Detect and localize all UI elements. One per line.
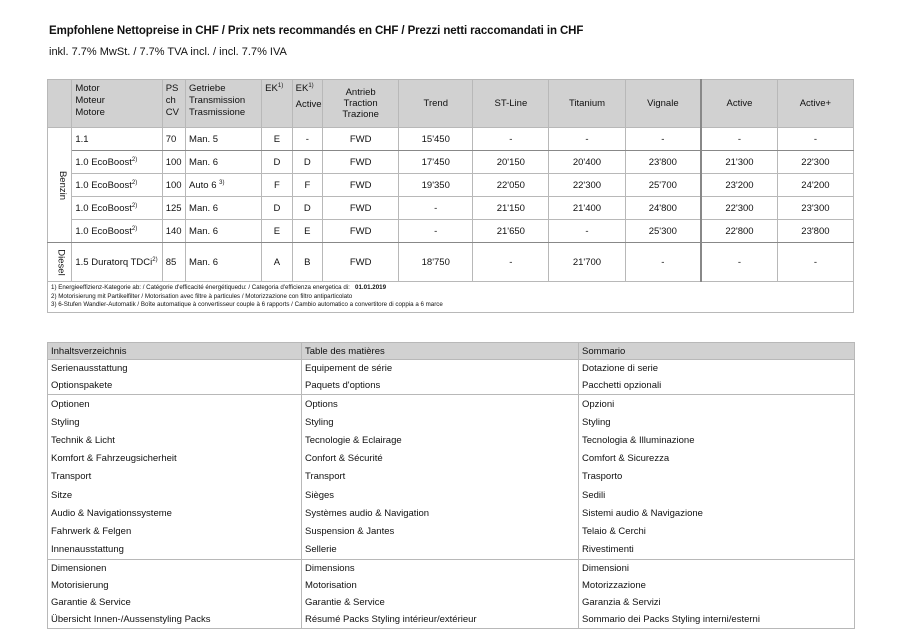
trim-header-st-line: ST-Line bbox=[473, 80, 549, 128]
toc-entry-fr: Options bbox=[302, 395, 579, 414]
trim-header-titanium: Titanium bbox=[549, 80, 625, 128]
toc-entry-fr: Equipement de série bbox=[302, 360, 579, 378]
toc-entry-it: Comfort & Sicurezza bbox=[579, 450, 855, 468]
toc-entry-fr: Transport bbox=[302, 468, 579, 486]
price-cell: - bbox=[701, 128, 777, 151]
price-cell: 23'300 bbox=[777, 197, 853, 220]
toc-entry-fr: Garantie & Service bbox=[302, 594, 579, 611]
contents-table bbox=[47, 342, 855, 629]
transmission-cell: Man. 5 bbox=[186, 128, 262, 151]
price-cell: 23'800 bbox=[777, 220, 853, 243]
price-cell: 20'150 bbox=[473, 151, 549, 174]
toc-header-it: Sommario bbox=[579, 343, 855, 360]
energy-class-active-cell: - bbox=[292, 128, 322, 151]
toc-row bbox=[48, 377, 855, 395]
engine-cell: 1.0 EcoBoost$^{2)}$ bbox=[72, 151, 162, 174]
price-cell: 19'350 bbox=[399, 174, 473, 197]
toc-entry-it: Opzioni bbox=[579, 395, 855, 414]
engine-cell: 1.0 EcoBoost$^{2)}$ bbox=[72, 174, 162, 197]
toc-entry-it: Dimensioni bbox=[579, 559, 855, 577]
toc-entry-de: Garantie & Service bbox=[48, 594, 302, 611]
toc-entry-it: Motorizzazione bbox=[579, 577, 855, 594]
power-cell: 100 bbox=[162, 174, 185, 197]
energy-class-active-cell: F bbox=[292, 174, 322, 197]
price-cell: 17'450 bbox=[399, 151, 473, 174]
price-cell: - bbox=[777, 243, 853, 282]
energy-class-cell: F bbox=[262, 174, 292, 197]
toc-entry-fr: Motorisation bbox=[302, 577, 579, 594]
power-cell: 140 bbox=[162, 220, 185, 243]
price-cell: 21'300 bbox=[701, 151, 777, 174]
toc-row bbox=[48, 559, 855, 577]
toc-row bbox=[48, 395, 855, 414]
energy-class-active-header: EK$^{1)}$ Active bbox=[292, 80, 322, 128]
toc-entry-fr: Sièges bbox=[302, 486, 579, 504]
energy-class-cell: D bbox=[262, 151, 292, 174]
drive-cell: FWD bbox=[323, 243, 399, 282]
transmission-cell: Man. 6 bbox=[186, 197, 262, 220]
toc-header-de: Inhaltsverzeichnis bbox=[48, 343, 302, 360]
toc-entry-it: Sommario dei Packs Styling interni/esterni bbox=[579, 611, 855, 629]
toc-entry-de: Optionen bbox=[48, 395, 302, 414]
energy-class-cell: E bbox=[262, 220, 292, 243]
price-cell: - bbox=[549, 220, 625, 243]
price-cell: - bbox=[701, 243, 777, 282]
energy-class-header: EK$^{1)}$ bbox=[262, 80, 292, 128]
toc-entry-fr: Tecnologie & Eclairage bbox=[302, 431, 579, 449]
table-row bbox=[48, 174, 854, 197]
toc-entry-it: Telaio & Cerchi bbox=[579, 522, 855, 540]
toc-entry-de: Fahrwerk & Felgen bbox=[48, 522, 302, 540]
toc-entry-de: Transport bbox=[48, 468, 302, 486]
toc-row bbox=[48, 577, 855, 594]
energy-class-active-cell: D bbox=[292, 197, 322, 220]
toc-entry-de: Audio & Navigationssysteme bbox=[48, 504, 302, 522]
price-table bbox=[47, 79, 854, 313]
price-cell: 21'150 bbox=[473, 197, 549, 220]
toc-entry-de: Sitze bbox=[48, 486, 302, 504]
toc-entry-de: Optionspakete bbox=[48, 377, 302, 395]
price-cell: 22'800 bbox=[701, 220, 777, 243]
page-title: Empfohlene Nettopreise in CHF / Prix nets recommandés en CHF / Prezzi netti raccomandati in CHF bbox=[49, 25, 584, 37]
price-cell: 22'300 bbox=[777, 151, 853, 174]
price-cell: - bbox=[625, 243, 701, 282]
toc-entry-it: Pacchetti opzionali bbox=[579, 377, 855, 395]
trim-header-vignale: Vignale bbox=[625, 80, 701, 128]
toc-entry-de: Styling bbox=[48, 413, 302, 431]
price-cell: 24'200 bbox=[777, 174, 853, 197]
toc-row bbox=[48, 360, 855, 378]
toc-row bbox=[48, 541, 855, 560]
page-subtitle: inkl. 7.7% MwSt. / 7.7% TVA incl. / incl. 7.7% IVA bbox=[49, 46, 287, 58]
transmission-cell: Auto 6 $^{3)}$ bbox=[186, 174, 262, 197]
ps-header: PS ch CV bbox=[162, 80, 185, 128]
price-cell: - bbox=[399, 197, 473, 220]
trim-header-active: Active bbox=[701, 80, 777, 128]
toc-entry-fr: Styling bbox=[302, 413, 579, 431]
drive-cell: FWD bbox=[323, 151, 399, 174]
price-cell: 25'700 bbox=[625, 174, 701, 197]
price-cell: 15'450 bbox=[399, 128, 473, 151]
engine-cell: 1.5 Duratorq TDCi$^{2)}$ bbox=[72, 243, 162, 282]
trim-header-active-plus: Active+ bbox=[777, 80, 853, 128]
price-cell: 21'400 bbox=[549, 197, 625, 220]
fuel-header bbox=[48, 80, 72, 128]
table-row bbox=[48, 151, 854, 174]
toc-entry-it: Sedili bbox=[579, 486, 855, 504]
toc-entry-it: Tecnologia & Illuminazione bbox=[579, 431, 855, 449]
table-row bbox=[48, 220, 854, 243]
toc-entry-it: Rivestimenti bbox=[579, 541, 855, 560]
toc-entry-fr: Résumé Packs Styling intérieur/extérieur bbox=[302, 611, 579, 629]
energy-class-active-cell: B bbox=[292, 243, 322, 282]
transmission-cell: Man. 6 bbox=[186, 220, 262, 243]
drive-header: Antrieb Traction Trazione bbox=[323, 80, 399, 128]
toc-entry-fr: Suspension & Jantes bbox=[302, 522, 579, 540]
toc-entry-de: Dimensionen bbox=[48, 559, 302, 577]
toc-entry-it: Garanzia & Servizi bbox=[579, 594, 855, 611]
toc-entry-fr: Dimensions bbox=[302, 559, 579, 577]
price-cell: 22'050 bbox=[473, 174, 549, 197]
toc-row bbox=[48, 594, 855, 611]
engine-cell: 1.1 bbox=[72, 128, 162, 151]
price-cell: - bbox=[473, 128, 549, 151]
power-cell: 70 bbox=[162, 128, 185, 151]
trim-header-trend: Trend bbox=[399, 80, 473, 128]
toc-entry-it: Styling bbox=[579, 413, 855, 431]
toc-row bbox=[48, 522, 855, 540]
drive-cell: FWD bbox=[323, 174, 399, 197]
toc-row bbox=[48, 486, 855, 504]
toc-entry-de: Innenausstattung bbox=[48, 541, 302, 560]
price-cell: - bbox=[625, 128, 701, 151]
transmission-header: Getriebe Transmission Trasmissione bbox=[186, 80, 262, 128]
engine-cell: 1.0 EcoBoost$^{2)}$ bbox=[72, 220, 162, 243]
drive-cell: FWD bbox=[323, 220, 399, 243]
drive-cell: FWD bbox=[323, 128, 399, 151]
toc-entry-it: Trasporto bbox=[579, 468, 855, 486]
engine-cell: 1.0 EcoBoost$^{2)}$ bbox=[72, 197, 162, 220]
motor-header: Motor Moteur Motore bbox=[72, 80, 162, 128]
price-cell: - bbox=[549, 128, 625, 151]
price-cell: 23'200 bbox=[701, 174, 777, 197]
price-cell: 23'800 bbox=[625, 151, 701, 174]
power-cell: 125 bbox=[162, 197, 185, 220]
toc-row bbox=[48, 450, 855, 468]
fuel-label-diesel: Diesel bbox=[48, 243, 72, 282]
transmission-cell: Man. 6 bbox=[186, 243, 262, 282]
toc-entry-de: Übersicht Innen-/Aussenstyling Packs bbox=[48, 611, 302, 629]
footnotes-row bbox=[48, 282, 854, 313]
price-cell: 22'300 bbox=[701, 197, 777, 220]
toc-row bbox=[48, 431, 855, 449]
power-cell: 85 bbox=[162, 243, 185, 282]
table-row bbox=[48, 197, 854, 220]
toc-entry-fr: Systèmes audio & Navigation bbox=[302, 504, 579, 522]
energy-class-cell: D bbox=[262, 197, 292, 220]
toc-entry-fr: Confort & Sécurité bbox=[302, 450, 579, 468]
toc-entry-de: Technik & Licht bbox=[48, 431, 302, 449]
toc-row bbox=[48, 413, 855, 431]
price-cell: - bbox=[777, 128, 853, 151]
price-cell: 21'700 bbox=[549, 243, 625, 282]
price-cell: 21'650 bbox=[473, 220, 549, 243]
fuel-label-petrol: Benzin bbox=[48, 128, 72, 243]
energy-class-active-cell: D bbox=[292, 151, 322, 174]
footnotes: 1) Energieeffizienz-Kategorie ab: / Catégorie d'efficacité énergétiquedu: / Categoria d'efficienza energetica di: 01.01.2019 2) Motorisierung mit Partikelfilter / Motorisation avec filtre à particules / Motorizzazione con filtro antiparticolato 3) 6-Stufen Wandler-Automatik / Boîte automatique à convertisseur couple à 6 rapports / Cambio automatico a convertitore di coppia a 6 marce bbox=[48, 282, 854, 313]
table-row bbox=[48, 128, 854, 151]
price-cell: - bbox=[473, 243, 549, 282]
energy-class-active-cell: E bbox=[292, 220, 322, 243]
power-cell: 100 bbox=[162, 151, 185, 174]
toc-entry-it: Sistemi audio & Navigazione bbox=[579, 504, 855, 522]
toc-entry-de: Motorisierung bbox=[48, 577, 302, 594]
toc-entry-it: Dotazione di serie bbox=[579, 360, 855, 378]
toc-row bbox=[48, 504, 855, 522]
price-cell: 22'300 bbox=[549, 174, 625, 197]
price-cell: 18'750 bbox=[399, 243, 473, 282]
toc-row bbox=[48, 468, 855, 486]
toc-header-fr: Table des matières bbox=[302, 343, 579, 360]
toc-entry-fr: Paquets d'options bbox=[302, 377, 579, 395]
price-cell: 20'400 bbox=[549, 151, 625, 174]
price-cell: 25'300 bbox=[625, 220, 701, 243]
energy-class-cell: E bbox=[262, 128, 292, 151]
toc-row bbox=[48, 611, 855, 629]
drive-cell: FWD bbox=[323, 197, 399, 220]
transmission-cell: Man. 6 bbox=[186, 151, 262, 174]
energy-class-cell: A bbox=[262, 243, 292, 282]
toc-entry-fr: Sellerie bbox=[302, 541, 579, 560]
table-row bbox=[48, 243, 854, 282]
price-cell: 24'800 bbox=[625, 197, 701, 220]
price-cell: - bbox=[399, 220, 473, 243]
toc-entry-de: Serienausstattung bbox=[48, 360, 302, 378]
toc-entry-de: Komfort & Fahrzeugsicherheit bbox=[48, 450, 302, 468]
